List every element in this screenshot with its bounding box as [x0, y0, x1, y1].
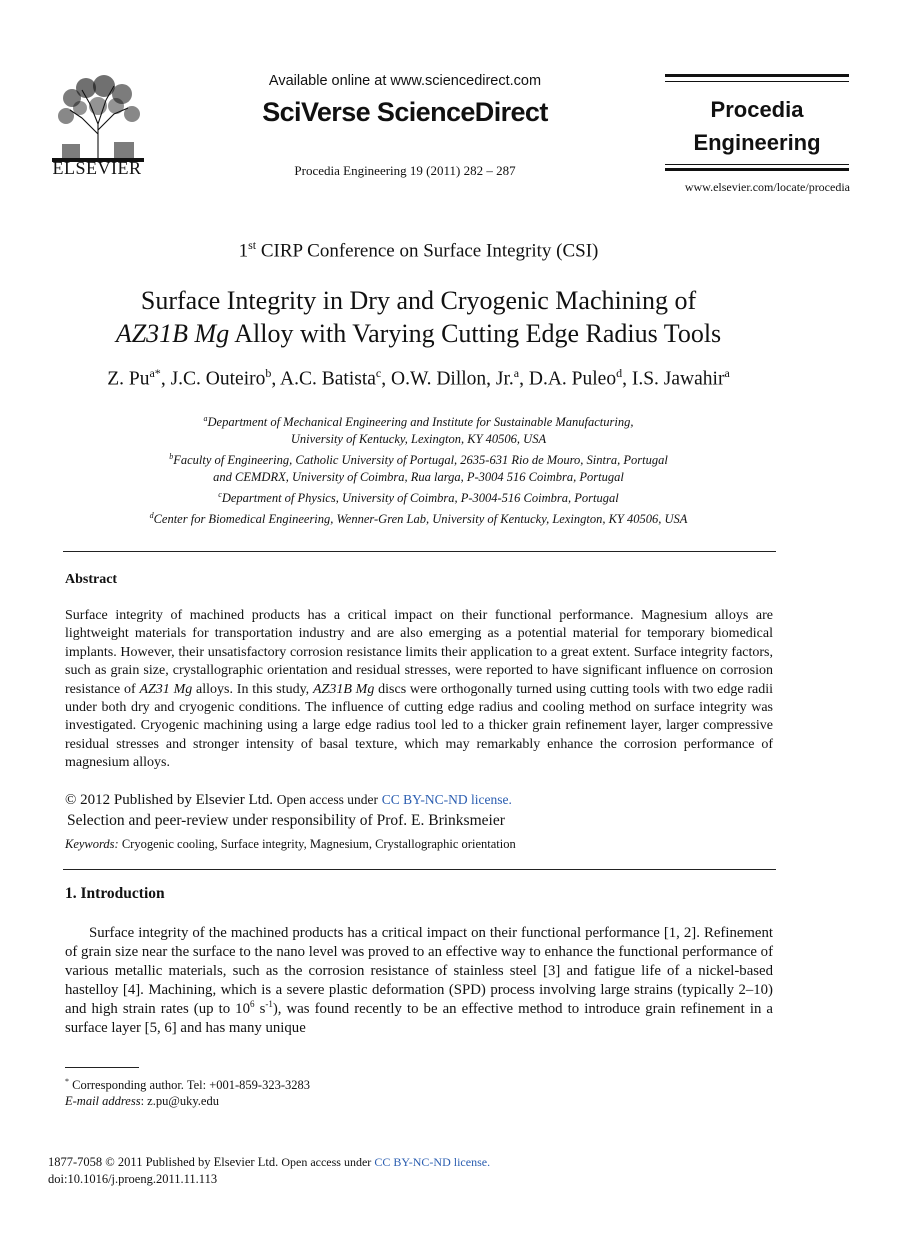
author-separator: ,: [519, 368, 529, 390]
author-name: J.C. Outeiro: [170, 368, 266, 390]
affiliation-mark: b: [169, 452, 174, 462]
affiliation-line: and CEMDRX, University of Coimbra, Rua larga, P-3004 516 Coimbra, Portugal: [213, 470, 624, 485]
author-name: Z. Pu: [107, 368, 150, 390]
elsevier-wordmark: ELSEVIER: [52, 158, 142, 178]
footer-issn-text: 1877-7058 © 2011 Published by Elsevier Ltd.: [48, 1155, 279, 1169]
affiliation-mark: a: [203, 414, 208, 423]
conference-ordinal: 1: [238, 240, 249, 262]
footer-license-link[interactable]: CC BY-NC-ND license.: [374, 1155, 491, 1169]
email-label: E-mail address: [65, 1094, 141, 1108]
title-line-1: Surface Integrity in Dry and Cryogenic Machining of: [140, 286, 697, 315]
footer-issn: [48, 1155, 490, 1170]
abstract-text: [65, 607, 773, 773]
journal-box-bottom-rule-thin: [665, 164, 849, 165]
author-name: D.A. Puleo: [528, 368, 617, 390]
affiliation-text: Department of Physics, University of Coimbra, P-3004-516 Coimbra, Portugal: [221, 491, 619, 506]
footnote-marker: *: [65, 1077, 69, 1086]
footer-doi[interactable]: doi:10.1016/j.proeng.2011.11.113: [48, 1172, 218, 1186]
affiliations: [60, 410, 777, 529]
copyright-published: © 2012 Published by Elsevier Ltd.: [65, 792, 274, 808]
author-separator: ,: [622, 368, 632, 390]
abstract-text-part-2: alloys. In this study,: [192, 681, 313, 697]
journal-box-top-rule-thin: [665, 81, 849, 82]
abstract-italic-alloy-1: AZ31 Mg: [139, 681, 193, 697]
introduction-text: [65, 924, 773, 1038]
keywords: [65, 837, 516, 852]
peer-review-statement: Selection and peer-review under responsibility of Prof. E. Brinksmeier: [67, 812, 505, 829]
email-note: [65, 1094, 219, 1109]
affiliation-mark: c: [218, 490, 222, 500]
author-affiliation-mark: b: [265, 366, 272, 380]
author-name: A.C. Batista: [280, 368, 376, 390]
sciverse-sciencedirect-logo: SciVerse ScienceDirect: [262, 97, 548, 127]
available-online-text: Available online at www.sciencedirect.com: [268, 73, 542, 89]
keywords-text: Cryogenic cooling, Surface integrity, Magnesium, Crystallographic orientation: [121, 837, 516, 851]
affiliation-line: University of Kentucky, Lexington, KY 40506, USA: [290, 432, 547, 447]
author-affiliation-mark: a*: [149, 366, 161, 380]
abstract-text-part-1: Surface integrity of machined products has a critical impact on their functional performance. Magnesium alloys are lightweight materials for transportation industry and are also emerging as a potential material for temporary biomedical implants. However, their unsatisfactory corrosion resistance limits their application to a great extent. Surface integrity factors, such as grain size, crystallographic orientation and residual stresses, were reported to have significant influence on corrosion resistance of: [65, 608, 773, 697]
author-list: [30, 366, 807, 391]
affiliation-line: [60, 448, 777, 469]
title-line-2: [30, 317, 807, 350]
affiliation-text: Department of Mechanical Engineering and Institute for Sustainable Manufacturing,: [207, 415, 634, 430]
intro-exponent-2: -1: [265, 999, 273, 1010]
affiliation-mark: d: [149, 511, 154, 521]
author-name: O.W. Dillon, Jr.: [391, 368, 514, 390]
journal-name-line2: Engineering: [693, 130, 821, 155]
affiliation-text: Center for Biomedical Engineering, Wenner-Gren Lab, University of Kentucky, Lexington, KY 40506, USA: [153, 512, 688, 527]
intro-text-part-3: ), was found recently to be an effective method to introduce grain refinement in a surface layer [5, 6] and has many unique: [65, 1001, 773, 1036]
journal-box-bottom-rule: [665, 168, 849, 171]
footnote-rule: [65, 1067, 139, 1068]
journal-name: [665, 93, 849, 159]
author-affiliation-mark: c: [375, 366, 382, 380]
affiliation-line: [60, 410, 777, 431]
affiliation-line: [60, 486, 777, 507]
intro-text-part-1: Surface integrity of the machined products has a critical impact on their functional performance [1, 2]. Refinement of grain size near the surface to the nano level was proved to an effective way to enhance the functional performance of various metallic materials, such as the corrosion resistance of stainless steel [3] and fatigue life of a nickel-based hastelloy [4]. Machining, which is a severe plastic deformation (SPD) process involving large strains (typically 2–10) and high strain rates (up to 10: [65, 925, 773, 1017]
introduction-heading: 1. Introduction: [65, 885, 165, 902]
author-separator: ,: [271, 368, 281, 390]
abstract-text-part-3: discs were orthogonally turned using cutting tools with two edge radii under both dry and cryogenic conditions. The influence of cutting edge radius and cooling method on surface integrity was investigated. Cryogenic machining using a large edge radius tool led to a thicker grain refinement layer, larger compressive residual stresses and stronger intensity of basal texture, which may remarkably enhance the corrosion performance of magnesium alloys.: [65, 681, 774, 771]
abstract-heading: Abstract: [65, 572, 118, 587]
abstract-italic-alloy-2: AZ31B Mg: [312, 681, 375, 697]
journal-url[interactable]: www.elsevier.com/locate/procedia: [684, 180, 850, 194]
affiliation-text: Faculty of Engineering, Catholic University of Portugal, 2635-631 Rio de Mouro, Sintra, Portugal: [173, 453, 668, 468]
journal-reference: Procedia Engineering 19 (2011) 282 – 287: [294, 163, 516, 178]
abstract-bottom-rule: [63, 869, 776, 870]
open-access-label: Open access under: [276, 792, 379, 807]
conference-name: [0, 238, 837, 262]
intro-text-part-2: s: [254, 1001, 266, 1017]
author-affiliation-mark: a: [513, 366, 520, 380]
elsevier-tree-logo: [52, 74, 144, 162]
conference-ordinal-suffix: st: [248, 238, 257, 252]
email-address[interactable]: : z.pu@uky.edu: [140, 1094, 219, 1108]
journal-name-line1: Procedia: [710, 97, 804, 122]
abstract-top-rule: [63, 551, 776, 552]
license-link[interactable]: CC BY-NC-ND license.: [381, 792, 512, 807]
author-separator: ,: [381, 368, 391, 390]
footer-open-access: Open access under: [281, 1155, 372, 1169]
keywords-label: Keywords:: [65, 837, 119, 851]
intro-exponent-1: 6: [249, 999, 255, 1010]
corresponding-author-text: Corresponding author. Tel: +001-859-323-3283: [72, 1078, 310, 1093]
author-name: I.S. Jawahir: [631, 368, 725, 390]
journal-box-top-rule: [665, 74, 849, 77]
title-line-2-rest: Alloy with Varying Cutting Edge Radius Tools: [229, 319, 722, 348]
author-separator: ,: [160, 368, 171, 390]
author-affiliation-mark: d: [616, 366, 623, 380]
copyright-line: [65, 792, 512, 809]
conference-title: CIRP Conference on Surface Integrity (CSI): [260, 240, 599, 262]
author-affiliation-mark: a: [724, 366, 730, 380]
title-alloy: AZ31B Mg: [115, 319, 230, 348]
paper-title: [30, 284, 807, 350]
corresponding-author-note: [65, 1077, 310, 1093]
affiliation-line: [60, 507, 777, 528]
